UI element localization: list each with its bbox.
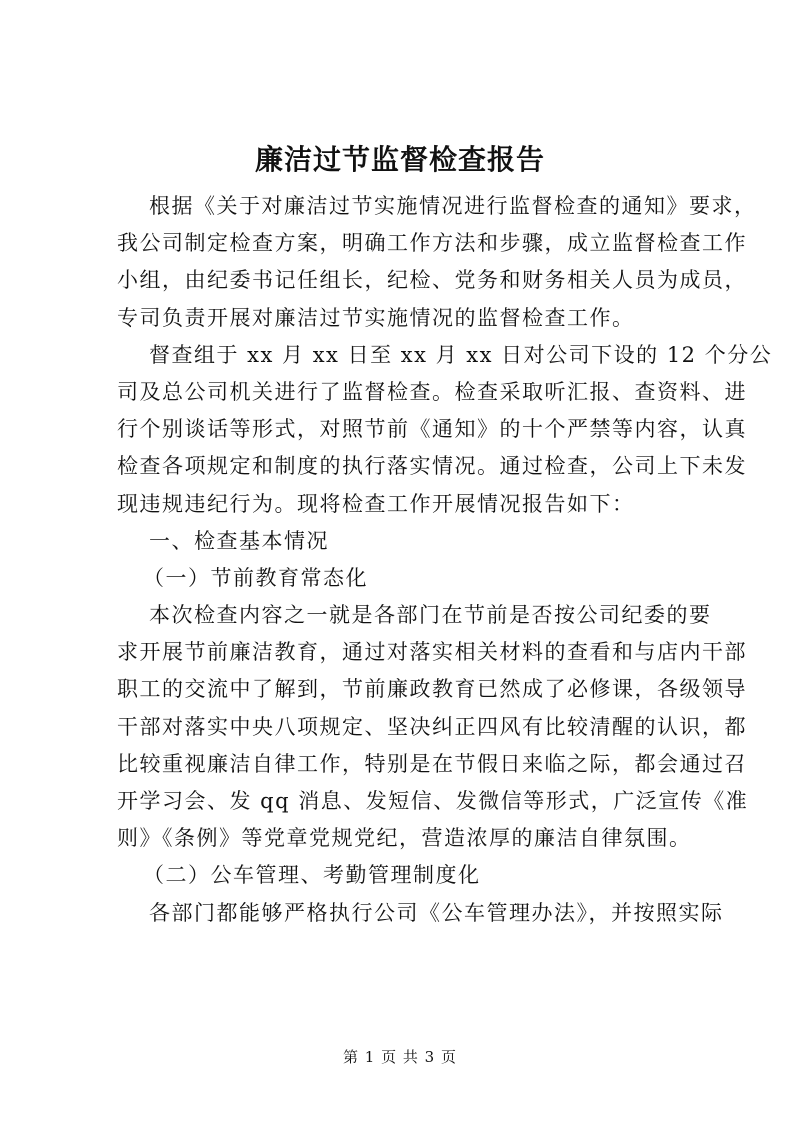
- body-line: 比较重视廉洁自律工作，特别是在节假日来临之际，都会通过召: [117, 751, 747, 776]
- body-line: 根据《关于对廉洁过节实施情况进行监督检查的通知》要求，: [149, 194, 757, 218]
- body-line: 司及总公司机关进行了监督检查。检查采取听汇报、查资料、进: [117, 379, 747, 404]
- body-line: 我公司制定检查方案，明确工作方法和步骤，成立监督检查工作: [117, 231, 747, 256]
- document-body: [117, 188, 773, 932]
- subsection-heading: （一）节前教育常态化: [143, 565, 368, 590]
- body-line: 督查组于 xx 月 xx 日至 xx 月 xx 日对公司下设的 12 个分公: [149, 342, 773, 367]
- body-line: 检查各项规定和制度的执行落实情况。通过检查，公司上下未发: [117, 454, 747, 479]
- body-line: 小组，由纪委书记任组长，纪检、党务和财务相关人员为成员，: [117, 268, 747, 293]
- section-heading: 一、检查基本情况: [149, 528, 329, 553]
- body-line: 求开展节前廉洁教育，通过对落实相关材料的查看和与店内干部: [117, 640, 747, 665]
- body-line: 专司负责开展对廉洁过节实施情况的监督检查工作。: [117, 305, 635, 330]
- body-line: 开学习会、发 qq 消息、发短信、发微信等形式，广泛宣传《准: [117, 789, 749, 813]
- body-line: 则》《条例》等党章党规党纪，营造浓厚的廉洁自律氛围。: [117, 826, 692, 851]
- document-title: 廉洁过节监督检查报告: [254, 143, 545, 176]
- subsection-heading: （二）公车管理、考勤管理制度化: [143, 863, 481, 888]
- page-indicator: 第 1 页 共 3 页: [343, 1048, 457, 1066]
- body-line: 行个别谈话等形式，对照节前《通知》的十个严禁等内容，认真: [117, 417, 747, 442]
- body-line: 各部门都能够严格执行公司《公车管理办法》，并按照实际: [149, 900, 724, 925]
- body-line: 本次检查内容之一就是各部门在节前是否按公司纪委的要: [149, 603, 712, 628]
- body-line: 现违规违纪行为。现将检查工作开展情况报告如下：: [117, 491, 635, 516]
- body-line: 干部对落实中央八项规定、坚决纠正四风有比较清醒的认识，都: [117, 714, 747, 739]
- body-line: 职工的交流中了解到，节前廉政教育已然成了必修课，各级领导: [117, 677, 747, 702]
- page-footer: [0, 1047, 800, 1067]
